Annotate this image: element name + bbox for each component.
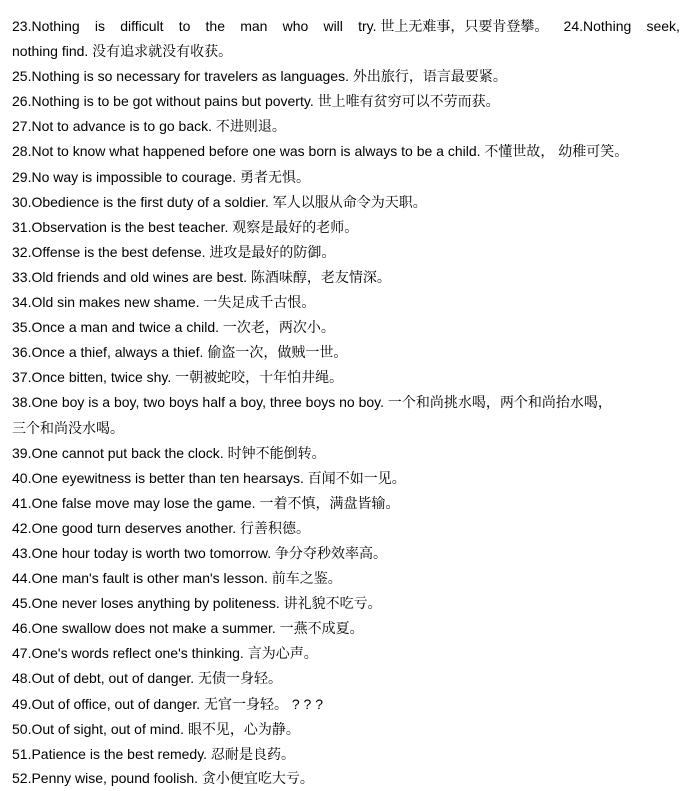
proverb-word: who — [282, 18, 309, 34]
proverb-word: to — [178, 18, 191, 34]
proverb-line: 38.One boy is a boy, two boys half a boy, three boys no boy. 一个和尚挑水喝，两个和尚抬水喝， — [12, 394, 612, 411]
proverb-line: 34.Old sin makes new shame. 一失足成千古恨。 — [12, 294, 316, 311]
proverb-line: 46.One swallow does not make a summer. 一燕不成夏。 — [12, 620, 364, 637]
proverb-line: 三个和尚没水喝。 — [12, 419, 124, 436]
proverb-line — [12, 14, 680, 39]
proverb-word: will — [323, 18, 343, 34]
proverb-line: 29.No way is impossible to courage. 勇者无惧。 — [12, 168, 310, 185]
proverb-line: 37.Once bitten, twice shy. 一朝被蛇咬，十年怕井绳。 — [12, 369, 344, 386]
proverb-line: 33.Old friends and old wines are best. 陈酒味醇，老友情深。 — [12, 268, 391, 285]
proverb-list — [12, 14, 680, 767]
proverb-line: 48.Out of debt, out of danger. 无债一身轻。 — [12, 670, 283, 687]
proverb-word: 24.Nothing — [563, 18, 632, 34]
proverb-line: nothing find. 没有追求就没有收获。 — [12, 43, 233, 60]
proverb-line: 32.Offense is the best defense. 进攻是最好的防御。 — [12, 243, 336, 260]
proverb-line: 27.Not to advance is to go back. 不进则退。 — [12, 118, 286, 135]
proverb-line: 39.One cannot put back the clock. 时钟不能倒转。 — [12, 444, 326, 461]
proverb-line: 28.Not to know what happened before one was born is always to be a child. 不懂世故， 幼稚可笑。 — [12, 143, 629, 160]
proverb-line: 40.One eyewitness is better than ten hearsays. 百闻不如一见。 — [12, 469, 406, 486]
proverb-line: 49.Out of office, out of danger. 无官一身轻。 ? ? ? — [12, 695, 324, 712]
proverb-line: 41.One false move may lose the game. 一着不慎，满盘皆输。 — [12, 494, 400, 511]
proverb-word: 23.Nothing — [12, 18, 80, 34]
proverb-word: the — [205, 18, 226, 34]
proverb-word: seek, — [646, 18, 680, 34]
proverb-line: 50.Out of sight, out of mind. 眼不见，心为静。 — [12, 720, 300, 737]
proverb-line: 51.Patience is the best remedy. 忍耐是良药。 — [12, 745, 295, 762]
proverb-line: 35.Once a man and twice a child. 一次老，两次小。 — [12, 319, 335, 336]
proverb-line: 36.Once a thief, always a thief. 偷盗一次，做贼一世。 — [12, 344, 348, 361]
proverb-word: difficult — [120, 18, 164, 34]
proverb-word: man — [240, 18, 268, 34]
proverb-line: 42.One good turn deserves another. 行善积德。 — [12, 519, 311, 536]
proverb-line: 45.One never loses anything by politeness. 讲礼貌不吃亏。 — [12, 595, 382, 612]
proverb-word: is — [94, 18, 106, 34]
proverb-line: 47.One's words reflect one's thinking. 言为心声。 — [12, 645, 318, 662]
proverb-word: try. 世上无难事，只要肯登攀。 — [358, 18, 549, 34]
proverb-line: 44.One man's fault is other man's lesson. 前车之鉴。 — [12, 570, 342, 587]
proverb-line-partial: 52.Penny wise, pound foolish. 贪小便宜吃大亏。 — [12, 770, 314, 786]
proverb-line: 43.One hour today is worth two tomorrow. 争分夺秒效率高。 — [12, 544, 388, 561]
proverb-line: 26.Nothing is to be got without pains but poverty. 世上唯有贫穷可以不劳而获。 — [12, 93, 500, 110]
proverb-line: 25.Nothing is so necessary for travelers as languages. 外出旅行，语言最要紧。 — [12, 68, 507, 85]
proverb-line: 31.Observation is the best teacher. 观察是最好的老师。 — [12, 218, 359, 235]
proverb-line: 30.Obedience is the first duty of a soldier. 军人以服从命令为天职。 — [12, 193, 427, 210]
